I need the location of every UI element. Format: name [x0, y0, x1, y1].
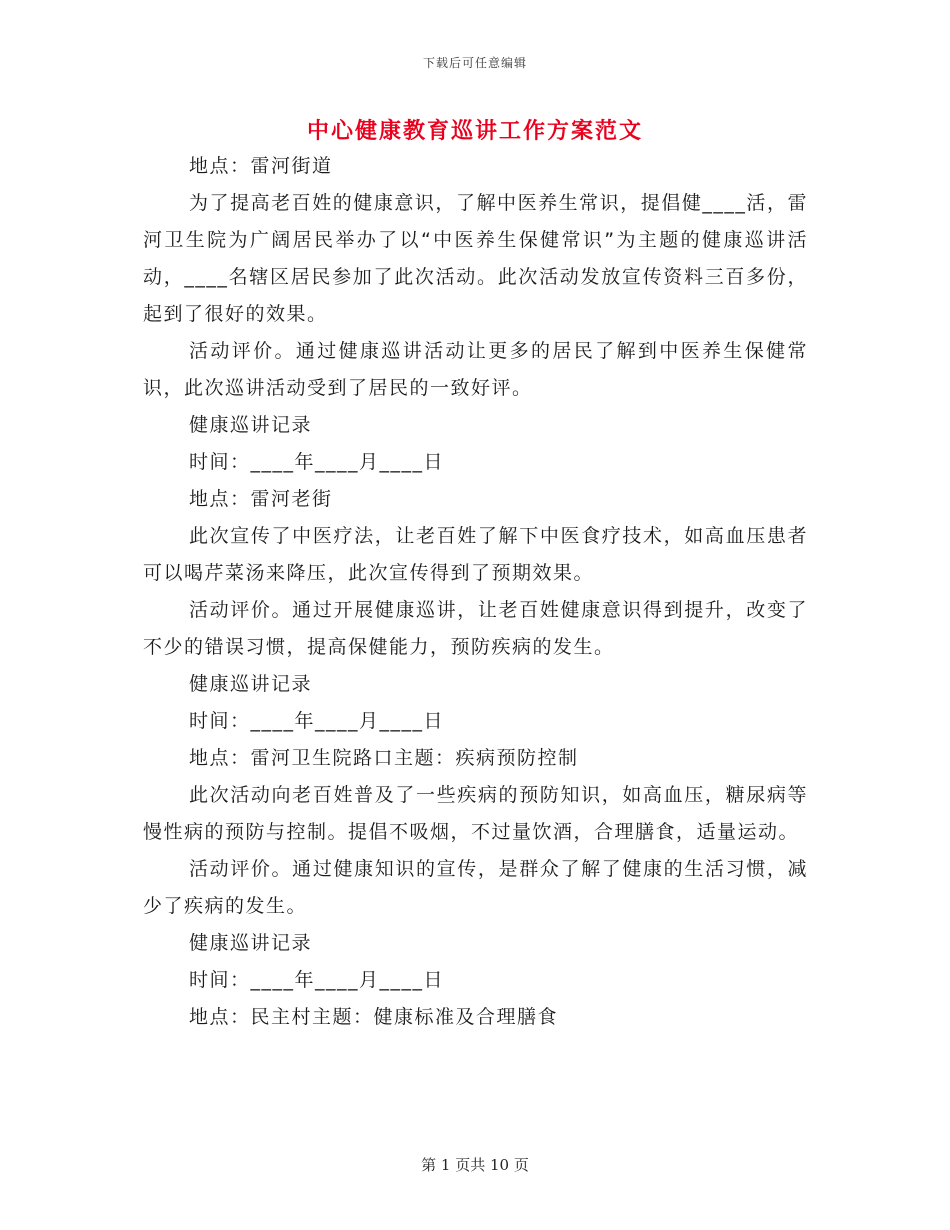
paragraph-record-heading-2: 健康巡讲记录	[189, 673, 313, 695]
paragraph-time-2: 时间：____年____月____日	[189, 710, 445, 732]
document-title: 中心健康教育巡讲工作方案范文	[306, 118, 643, 144]
paragraph-evaluation-3: 活动评价。通过健康知识的宣传，是群众了解了健康的生活习惯，减少了疾病的发生。	[143, 858, 808, 917]
paragraph-content-3: 此次活动向老百姓普及了一些疾病的预防知识，如高血压，糖尿病等慢性病的预防与控制。提倡不吸烟，不过量饮酒，合理膳食，适量运动。	[143, 784, 808, 843]
paragraph-record-heading-3: 健康巡讲记录	[189, 932, 313, 954]
page-number: 第 1 页共 10 页	[421, 1156, 529, 1174]
paragraph-location-4: 地点：民主村主题：健康标准及合理膳食	[189, 1006, 559, 1028]
paragraph-location-1: 地点：雷河街道	[189, 155, 333, 177]
paragraph-evaluation-2: 活动评价。通过开展健康巡讲，让老百姓健康意识得到提升，改变了不少的错误习惯，提高保健能力，预防疾病的发生。	[143, 599, 808, 658]
paragraph-location-3: 地点：雷河卫生院路口主题：疾病预防控制	[189, 747, 579, 769]
paragraph-record-heading-1: 健康巡讲记录	[189, 414, 313, 436]
document-body	[143, 148, 808, 1036]
paragraph-evaluation-1: 活动评价。通过健康巡讲活动让更多的居民了解到中医养生保健常识，此次巡讲活动受到了居民的一致好评。	[143, 340, 808, 399]
paragraph-time-1: 时间：____年____月____日	[189, 451, 445, 473]
paragraph-content-2: 此次宣传了中医疗法，让老百姓了解下中医食疗技术，如高血压患者可以喝芹菜汤来降压，此次宣传得到了预期效果。	[143, 525, 808, 584]
paragraph-time-3: 时间：____年____月____日	[189, 969, 445, 991]
paragraph-location-2: 地点：雷河老街	[189, 488, 333, 510]
header-note: 下载后可任意编辑	[422, 56, 527, 70]
paragraph-intro: 为了提高老百姓的健康意识，了解中医养生常识，提倡健____活，雷河卫生院为广阔居民举办了以“中医养生保健常识”为主题的健康巡讲活动，____名辖区居民参加了此次活动。此次活动发放宣传资料三百多份，起到了很好的效果。	[143, 192, 808, 325]
